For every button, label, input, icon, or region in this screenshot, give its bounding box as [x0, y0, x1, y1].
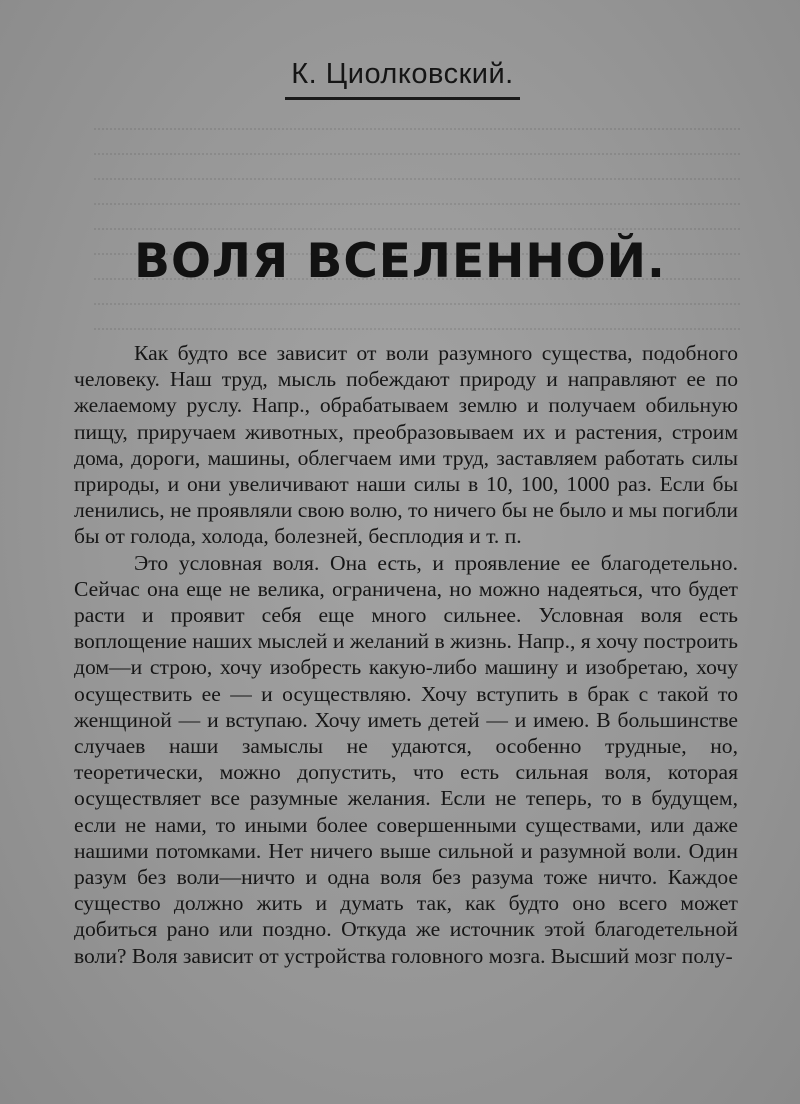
- paragraph-1: Как будто все зависит от воли разумного существа, подобного человеку. Наш труд, мысль побеждают природу и направляют ее по желаемому руслу. Напр., обрабатываем землю и получаем обильную пищу, приручаем животных, преобразовываем их и растения, строим дома, дороги, машины, облегчаем ими труд, заставляем работать силы природы, и они увеличивают наши силы в 10, 100, 1000 раз. Если бы ленились, не проявляли свою волю, то ничего бы не было и мы погибли бы от голода, холода, болезней, бесплодия и т. п.: [74, 341, 738, 549]
- paragraph-2: Это условная воля. Она есть, и проявление ее благодетельно. Сейчас она еще не велика, ограничена, но можно надеяться, что будет расти и проявит себя еще много сильнее. Условная воля есть воплощение наших мыслей и желаний в жизнь. Напр., я хочу построить дом—и строю, хочу изобресть какую-либо машину и изобретаю, хочу осуществить ее — и осуществляю. Хочу вступить в брак с такой то женщиной — и вступаю. Хочу иметь детей — и имею. В большинстве случаев наши замыслы не удаются, особенно трудные, но, теоретически, можно допустить, что есть сильная воля, которая осуществляет все разумные желания. Если не теперь, то в будущем, если не нами, то иными более совершенными существами, или даже нашими потомками. Нет ничего выше сильной и разумной воли. Один разум без воли—ничто и одна воля без разума тоже ничто. Каждое существо должно жить и думать так, как будто оно всего может добиться рано или поздно. Откуда же источник этой благодетельной воли? Воля зависит от устройства головного мозга. Высший мозг полу-: [74, 550, 738, 968]
- author-heading: [285, 55, 520, 100]
- show-through-text: [60, 105, 740, 345]
- article-body: [74, 340, 738, 969]
- author-name: К. Циолковский.: [291, 58, 514, 90]
- article-title: ВОЛЯ ВСЕЛЕННОЙ.: [134, 234, 666, 289]
